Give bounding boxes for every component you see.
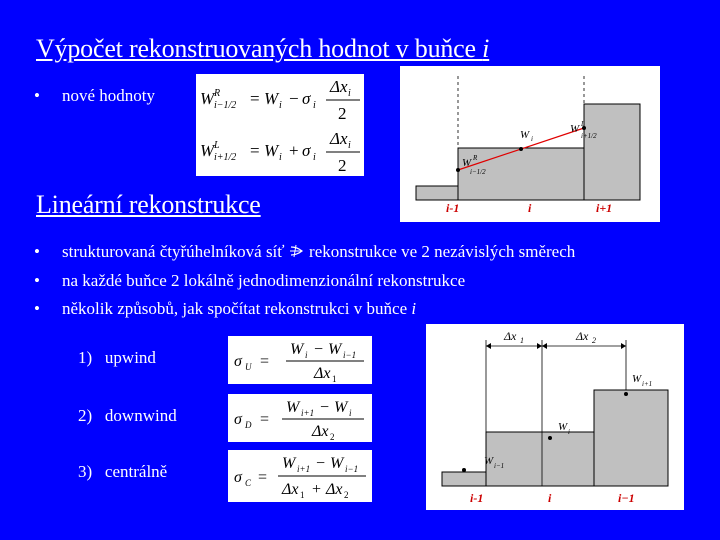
- svg-text:W: W: [330, 455, 344, 472]
- label-wr: W: [462, 157, 472, 169]
- svg-text:−: −: [314, 341, 324, 358]
- svg-text:R: R: [473, 154, 478, 162]
- cell-im1-bar: [416, 186, 458, 200]
- svg-text:i+1/2: i+1/2: [581, 132, 597, 140]
- bullet-each-cell-text: na každé buňce 2 lokálně jednodimenzionální rekonstrukce: [62, 271, 466, 290]
- label-wl: W: [570, 123, 580, 135]
- svg-text:2: 2: [330, 432, 335, 442]
- svg-text:−: −: [316, 455, 326, 472]
- svg-text:i: i: [568, 428, 570, 436]
- svg-text:Δx: Δx: [282, 481, 299, 498]
- svg-text:W: W: [264, 141, 279, 160]
- figure-1-svg: [400, 66, 660, 222]
- method-label: upwind: [104, 348, 156, 367]
- svg-text:=: =: [260, 353, 270, 370]
- svg-text:Δx: Δx: [326, 481, 343, 498]
- implies-arrow-icon: [289, 244, 305, 258]
- point-wr: [456, 168, 460, 172]
- point-w-prev: [462, 468, 466, 472]
- svg-text:L: L: [214, 140, 220, 151]
- svg-text:σ: σ: [234, 353, 242, 370]
- figure-cell-reconstruction: [400, 66, 660, 222]
- svg-text:i: i: [349, 408, 352, 418]
- bullet-dot: •: [34, 271, 40, 290]
- svg-text:σ: σ: [234, 469, 242, 486]
- formula-wr-wl: [196, 74, 364, 176]
- method-downwind: [78, 406, 177, 426]
- label-w-prev: W: [484, 455, 494, 467]
- formula-sigma-central: [228, 450, 372, 502]
- bullet-new-values: [34, 86, 156, 106]
- figure-cell-slopes: [426, 324, 684, 510]
- svg-text:i−1: i−1: [343, 350, 357, 360]
- svg-text:1: 1: [300, 490, 305, 500]
- svg-text:+: +: [289, 141, 299, 160]
- svg-text:i−1: i−1: [494, 462, 505, 470]
- method-label: centrálně: [104, 462, 168, 481]
- svg-text:i+1/2: i+1/2: [214, 152, 237, 163]
- method-label: downwind: [104, 406, 177, 425]
- bullet-dot: •: [34, 242, 40, 261]
- svg-text:−: −: [320, 399, 330, 416]
- svg-text:i: i: [348, 140, 351, 151]
- svg-text:i: i: [305, 350, 308, 360]
- svg-text:σ: σ: [302, 89, 311, 108]
- point-wi: [519, 147, 523, 151]
- svg-text:i+1: i+1: [301, 408, 315, 418]
- cell-ip1-bar: [584, 104, 640, 200]
- axis-label-im1: i-1: [470, 491, 484, 505]
- title-var-i: i: [482, 34, 490, 63]
- svg-text:Δx: Δx: [312, 423, 329, 440]
- title-linear-reconstruction: [36, 190, 261, 220]
- svg-text:σ: σ: [302, 141, 311, 160]
- axis-label-im1: i-1: [446, 201, 460, 215]
- bullet-structured-grid: [34, 242, 576, 262]
- label-dx2: Δx: [576, 329, 589, 343]
- svg-text:i: i: [348, 88, 351, 99]
- svg-text:U: U: [245, 362, 252, 372]
- method-central: [78, 462, 167, 482]
- svg-text:2: 2: [338, 156, 347, 175]
- label-w-next: W: [632, 373, 642, 385]
- svg-text:σ: σ: [234, 411, 242, 428]
- svg-text:W: W: [290, 341, 304, 358]
- cell-ip1-bar: [594, 390, 668, 486]
- formula-box-top: [196, 74, 364, 176]
- bullet-structured-grid-tail: rekonstrukce ve 2 nezávislých směrech: [304, 242, 576, 261]
- svg-text:i: i: [279, 152, 282, 163]
- svg-text:1: 1: [332, 374, 337, 384]
- point-w-next: [624, 392, 628, 396]
- svg-text:+: +: [312, 481, 322, 498]
- title2-text: Lineární rekonstrukce: [36, 190, 261, 219]
- method-num: 2): [78, 406, 93, 425]
- title-main-text: Výpočet rekonstruovaných hodnot v buňce: [36, 34, 483, 63]
- svg-text:i: i: [313, 100, 316, 111]
- point-w-cur: [548, 436, 552, 440]
- svg-text:1: 1: [520, 336, 524, 345]
- svg-text:W: W: [286, 399, 300, 416]
- svg-text:2: 2: [344, 490, 349, 500]
- formula-sigma-upwind: [228, 336, 372, 384]
- cell-i-bar: [486, 432, 594, 486]
- bullet-several-ways: [34, 299, 417, 319]
- svg-text:W: W: [200, 89, 215, 108]
- bullet-several-ways-text: několik způsobů, jak spočítat rekonstrukci v buňce: [62, 299, 412, 318]
- bullet-structured-grid-text: strukturovaná čtyřúhelníková síť: [62, 242, 289, 261]
- bullet-each-cell: [34, 271, 466, 291]
- svg-text:C: C: [245, 478, 252, 488]
- figure-2-svg: [426, 324, 684, 510]
- bullet-var-i: i: [411, 299, 417, 318]
- svg-text:L: L: [581, 120, 585, 128]
- svg-text:i−1/2: i−1/2: [214, 100, 237, 111]
- bullet-dot: •: [34, 86, 40, 105]
- svg-text:i: i: [279, 100, 282, 111]
- svg-text:i−1/2: i−1/2: [470, 168, 486, 176]
- svg-text:Δx: Δx: [314, 365, 331, 382]
- svg-text:Δx: Δx: [330, 77, 348, 96]
- axis-label-i: i: [528, 201, 532, 215]
- svg-text:D: D: [245, 420, 252, 430]
- method-num: 3): [78, 462, 93, 481]
- svg-text:W: W: [334, 399, 348, 416]
- axis-label-third: i−1: [618, 491, 635, 505]
- svg-text:2: 2: [592, 336, 596, 345]
- svg-text:2: 2: [338, 104, 347, 123]
- axis-label-i: i: [548, 491, 552, 505]
- label-wi: W: [520, 129, 530, 141]
- svg-text:W: W: [200, 141, 215, 160]
- label-w-cur: W: [558, 421, 568, 433]
- svg-text:R: R: [214, 88, 221, 99]
- bullet-dot: •: [34, 299, 40, 318]
- svg-text:W: W: [264, 89, 279, 108]
- svg-text:=: =: [258, 469, 268, 486]
- svg-text:Δx: Δx: [330, 129, 348, 148]
- bullet-new-values-text: nové hodnoty: [62, 86, 156, 105]
- svg-text:=: =: [250, 89, 260, 108]
- svg-text:W: W: [282, 455, 296, 472]
- formula-sigma-downwind: [228, 394, 372, 442]
- method-num: 1): [78, 348, 93, 367]
- method-upwind: [78, 348, 156, 368]
- svg-text:=: =: [250, 141, 260, 160]
- label-dx1: Δx: [504, 329, 517, 343]
- axis-label-ip1: i+1: [596, 201, 613, 215]
- svg-text:i: i: [313, 152, 316, 163]
- svg-text:i+1: i+1: [297, 464, 311, 474]
- svg-text:=: =: [260, 411, 270, 428]
- svg-text:i+1: i+1: [642, 380, 653, 388]
- svg-text:i: i: [531, 135, 533, 143]
- svg-text:W: W: [328, 341, 342, 358]
- svg-text:i−1: i−1: [345, 464, 359, 474]
- cell-im1-bar: [442, 472, 486, 486]
- svg-text:−: −: [289, 89, 299, 108]
- title-reconstruction-values: [36, 34, 489, 64]
